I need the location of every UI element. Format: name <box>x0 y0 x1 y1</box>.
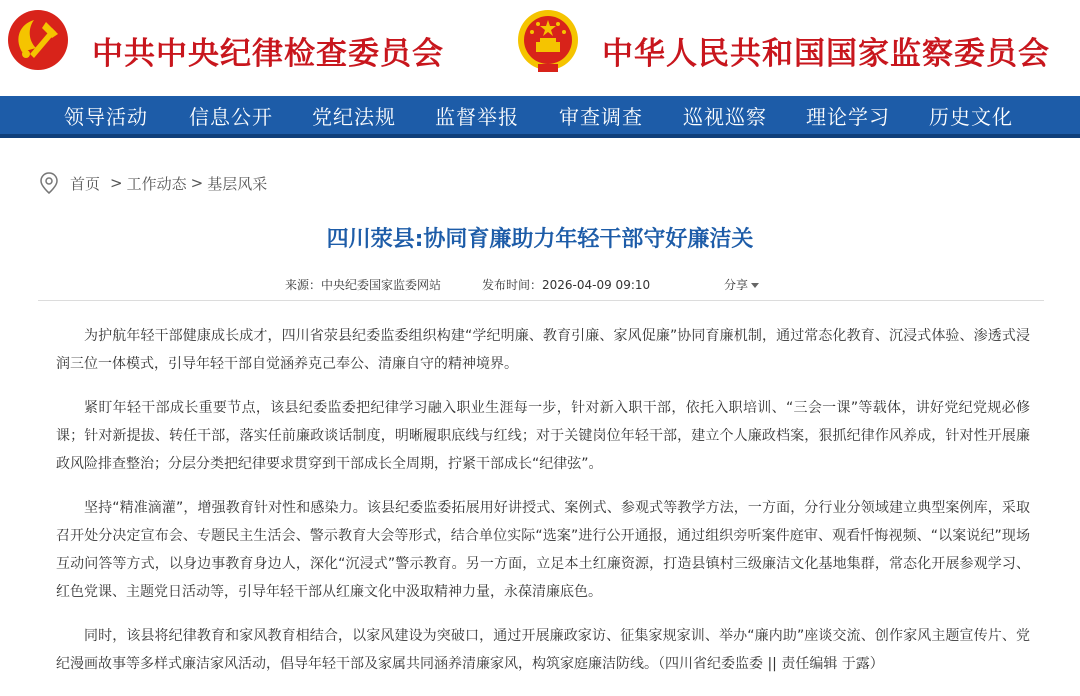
national-emblem-icon <box>516 8 580 76</box>
nav-item-inspection[interactable]: 巡视巡察 <box>683 105 767 129</box>
breadcrumb-separator: > <box>190 174 204 192</box>
nav-item-theory[interactable]: 理论学习 <box>806 105 890 129</box>
nav-item-regulations[interactable]: 党纪法规 <box>312 105 396 129</box>
site-header <box>0 0 1080 96</box>
article-paragraph: 为护航年轻干部健康成长成才，四川省荥县纪委监委组织构建“学纪明廉、教育引廉、家风促廉”协同育廉机制，通过常态化教育、沉浸式体验、渗透式浸润三位一体模式，引导年轻干部自觉涵养克己奉公、清廉自守的精神境界。 <box>56 328 1030 372</box>
cpc-ccdi-title: 中共中央纪律检查委员会 <box>92 36 444 72</box>
article-paragraph: 紧盯年轻干部成长重要节点，该县纪委监委把纪律学习融入职业生涯每一步，针对新入职干部，依托入职培训、“三会一课”等载体，讲好党纪党规必修课；针对新提拔、转任干部，落实任前廉政谈话制度，明晰履职底线与红线；对于关键岗位年轻干部，建立个人廉政档案，狠抓纪律作风养成，针对性开展廉政风险排查整治；分层分类把纪律要求贯穿到干部成长全周期，拧紧干部成长“纪律弦”。 <box>56 400 1030 472</box>
nav-item-leadership[interactable]: 领导活动 <box>64 105 148 129</box>
article-paragraph: 坚持“精准滴灌”，增强教育针对性和感染力。该县纪委监委拓展用好讲授式、案例式、参观式等教学方法，一方面，分行业分领域建立典型案例库，采取召开处分决定宣布会、专题民主生活会、警示教育大会等形式，结合单位实际“选案”进行公开通报，通过组织旁听案件庭审、观看忏悔视频、“以案说纪”现场互动问答等方式，以身边事教育身边人，深化“沉浸式”警示教育。另一方面，立足本土红廉资源，打造县镇村三级廉洁文化基地集群，常态化开展参观学习、红色党课、主题党日活动等，引导年轻干部从红廉文化中汲取精神力量，永葆清廉底色。 <box>56 500 1030 600</box>
share-button[interactable] <box>724 276 759 293</box>
article-title: 四川荥县:协同育廉助力年轻干部守好廉洁关 <box>326 227 754 252</box>
breadcrumb-grassroots[interactable]: 基层风采 <box>207 174 268 193</box>
article-paragraph: 同时，该县将纪律教育和家风教育相结合，以家风建设为突破口，通过开展廉政家访、征集家规家训、举办“廉内助”座谈交流、创作家风主题宣传片、党纪漫画故事等多样式廉洁家风活动，倡导年轻干部及家属共同涵养清廉家风，构筑家庭廉洁防线。（四川省纪委监委 || 责任编辑 于露） <box>56 628 1030 672</box>
breadcrumb-work-news[interactable]: 工作动态 <box>126 174 187 193</box>
breadcrumb-home[interactable]: 首页 <box>70 174 101 193</box>
nsc-title: 中华人民共和国国家监察委员会 <box>602 36 1050 72</box>
article-publish-time: 发布时间：2026-04-09 09:10 <box>482 278 651 292</box>
article-body <box>56 322 1030 694</box>
main-nav <box>0 96 1080 138</box>
breadcrumb <box>38 170 267 196</box>
chevron-down-icon <box>751 283 759 288</box>
location-pin-icon <box>38 171 60 195</box>
article-source: 来源：中央纪委国家监委网站 <box>285 278 442 292</box>
divider <box>38 300 1044 301</box>
nav-item-report[interactable]: 监督举报 <box>435 105 519 129</box>
nav-item-history[interactable]: 历史文化 <box>929 105 1013 129</box>
nav-item-info-disclosure[interactable]: 信息公开 <box>189 105 273 129</box>
nav-item-investigation[interactable]: 审查调查 <box>559 105 643 129</box>
share-label: 分享 <box>724 278 749 292</box>
party-emblem-icon <box>6 8 70 72</box>
breadcrumb-separator: > <box>110 174 123 192</box>
